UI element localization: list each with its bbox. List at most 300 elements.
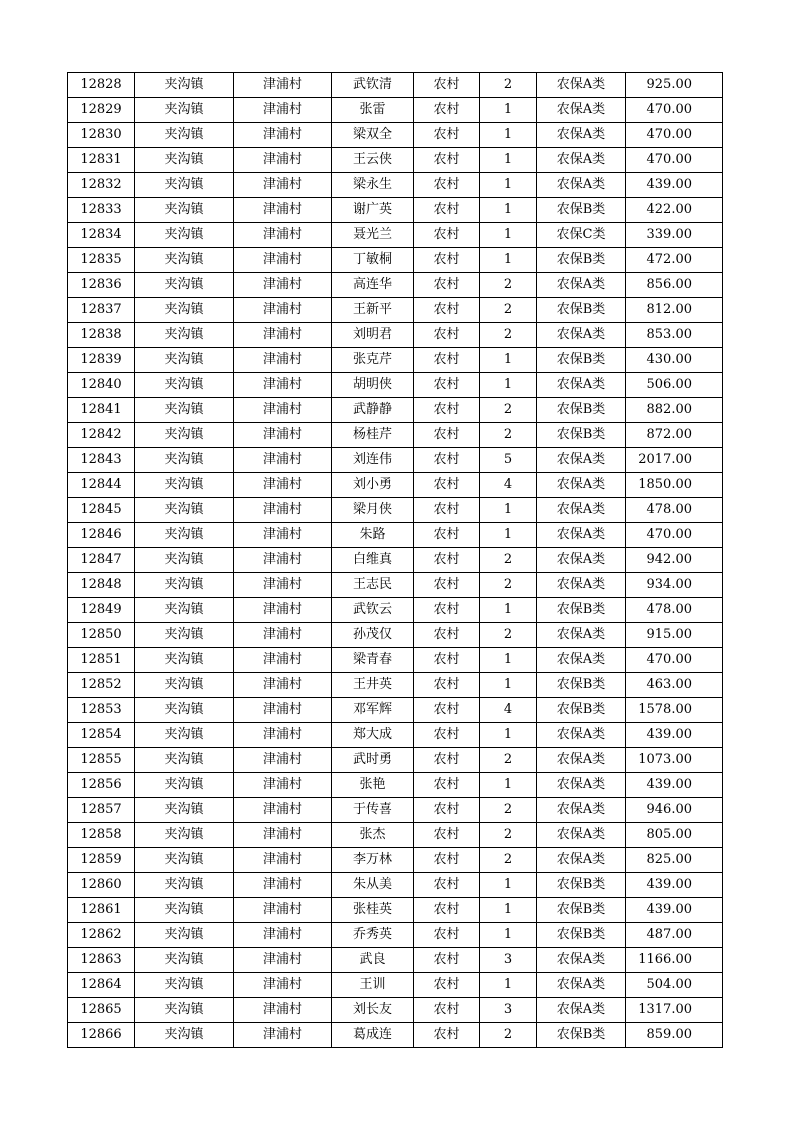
household-count-cell: 1 bbox=[480, 923, 537, 948]
table-row bbox=[68, 648, 723, 673]
serial-number-cell: 12855 bbox=[68, 748, 135, 773]
category-cell: 农村 bbox=[414, 673, 480, 698]
category-cell: 农村 bbox=[414, 698, 480, 723]
village-cell: 津浦村 bbox=[234, 448, 332, 473]
serial-number-cell: 12862 bbox=[68, 923, 135, 948]
insurance-type-cell: 农保A类 bbox=[537, 498, 626, 523]
serial-number-cell: 12831 bbox=[68, 148, 135, 173]
table-row bbox=[68, 248, 723, 273]
category-cell: 农村 bbox=[414, 273, 480, 298]
name-cell: 梁月侠 bbox=[332, 498, 414, 523]
household-count-cell: 2 bbox=[480, 423, 537, 448]
town-cell: 夹沟镇 bbox=[135, 823, 234, 848]
name-cell: 王训 bbox=[332, 973, 414, 998]
category-cell: 农村 bbox=[414, 423, 480, 448]
village-cell: 津浦村 bbox=[234, 473, 332, 498]
table-row bbox=[68, 498, 723, 523]
town-cell: 夹沟镇 bbox=[135, 648, 234, 673]
amount-cell: 470.00 bbox=[626, 648, 723, 673]
village-cell: 津浦村 bbox=[234, 873, 332, 898]
town-cell: 夹沟镇 bbox=[135, 973, 234, 998]
town-cell: 夹沟镇 bbox=[135, 548, 234, 573]
table-row bbox=[68, 198, 723, 223]
insurance-type-cell: 农保A类 bbox=[537, 848, 626, 873]
town-cell: 夹沟镇 bbox=[135, 898, 234, 923]
table-row bbox=[68, 923, 723, 948]
name-cell: 胡明侠 bbox=[332, 373, 414, 398]
town-cell: 夹沟镇 bbox=[135, 148, 234, 173]
insurance-type-cell: 农保B类 bbox=[537, 873, 626, 898]
category-cell: 农村 bbox=[414, 723, 480, 748]
name-cell: 张克芹 bbox=[332, 348, 414, 373]
amount-cell: 439.00 bbox=[626, 898, 723, 923]
category-cell: 农村 bbox=[414, 248, 480, 273]
serial-number-cell: 12851 bbox=[68, 648, 135, 673]
insurance-type-cell: 农保A类 bbox=[537, 948, 626, 973]
insurance-type-cell: 农保A类 bbox=[537, 473, 626, 498]
serial-number-cell: 12861 bbox=[68, 898, 135, 923]
town-cell: 夹沟镇 bbox=[135, 448, 234, 473]
household-count-cell: 2 bbox=[480, 573, 537, 598]
insurance-type-cell: 农保B类 bbox=[537, 198, 626, 223]
household-count-cell: 1 bbox=[480, 373, 537, 398]
household-count-cell: 2 bbox=[480, 548, 537, 573]
category-cell: 农村 bbox=[414, 998, 480, 1023]
insurance-type-cell: 农保B类 bbox=[537, 673, 626, 698]
name-cell: 刘小勇 bbox=[332, 473, 414, 498]
name-cell: 朱从美 bbox=[332, 873, 414, 898]
insurance-type-cell: 农保A类 bbox=[537, 798, 626, 823]
household-count-cell: 1 bbox=[480, 148, 537, 173]
amount-cell: 946.00 bbox=[626, 798, 723, 823]
serial-number-cell: 12865 bbox=[68, 998, 135, 1023]
category-cell: 农村 bbox=[414, 148, 480, 173]
amount-cell: 915.00 bbox=[626, 623, 723, 648]
amount-cell: 872.00 bbox=[626, 423, 723, 448]
village-cell: 津浦村 bbox=[234, 423, 332, 448]
town-cell: 夹沟镇 bbox=[135, 748, 234, 773]
household-count-cell: 2 bbox=[480, 748, 537, 773]
insurance-type-cell: 农保A类 bbox=[537, 748, 626, 773]
town-cell: 夹沟镇 bbox=[135, 173, 234, 198]
serial-number-cell: 12829 bbox=[68, 98, 135, 123]
category-cell: 农村 bbox=[414, 848, 480, 873]
village-cell: 津浦村 bbox=[234, 748, 332, 773]
serial-number-cell: 12836 bbox=[68, 273, 135, 298]
serial-number-cell: 12840 bbox=[68, 373, 135, 398]
category-cell: 农村 bbox=[414, 223, 480, 248]
village-cell: 津浦村 bbox=[234, 698, 332, 723]
village-cell: 津浦村 bbox=[234, 323, 332, 348]
category-cell: 农村 bbox=[414, 98, 480, 123]
amount-cell: 859.00 bbox=[626, 1023, 723, 1048]
village-cell: 津浦村 bbox=[234, 1023, 332, 1048]
household-count-cell: 1 bbox=[480, 898, 537, 923]
serial-number-cell: 12854 bbox=[68, 723, 135, 748]
name-cell: 朱路 bbox=[332, 523, 414, 548]
name-cell: 王新平 bbox=[332, 298, 414, 323]
village-cell: 津浦村 bbox=[234, 73, 332, 98]
serial-number-cell: 12834 bbox=[68, 223, 135, 248]
household-count-cell: 2 bbox=[480, 323, 537, 348]
amount-cell: 472.00 bbox=[626, 248, 723, 273]
table-row bbox=[68, 748, 723, 773]
household-count-cell: 1 bbox=[480, 973, 537, 998]
amount-cell: 942.00 bbox=[626, 548, 723, 573]
village-cell: 津浦村 bbox=[234, 598, 332, 623]
town-cell: 夹沟镇 bbox=[135, 123, 234, 148]
table-row bbox=[68, 423, 723, 448]
amount-cell: 487.00 bbox=[626, 923, 723, 948]
town-cell: 夹沟镇 bbox=[135, 398, 234, 423]
amount-cell: 439.00 bbox=[626, 723, 723, 748]
category-cell: 农村 bbox=[414, 898, 480, 923]
table-row bbox=[68, 323, 723, 348]
insurance-type-cell: 农保A类 bbox=[537, 623, 626, 648]
village-cell: 津浦村 bbox=[234, 773, 332, 798]
town-cell: 夹沟镇 bbox=[135, 623, 234, 648]
town-cell: 夹沟镇 bbox=[135, 323, 234, 348]
village-cell: 津浦村 bbox=[234, 548, 332, 573]
amount-cell: 506.00 bbox=[626, 373, 723, 398]
town-cell: 夹沟镇 bbox=[135, 298, 234, 323]
village-cell: 津浦村 bbox=[234, 823, 332, 848]
insurance-type-cell: 农保B类 bbox=[537, 598, 626, 623]
name-cell: 丁敏桐 bbox=[332, 248, 414, 273]
village-cell: 津浦村 bbox=[234, 923, 332, 948]
insurance-type-cell: 农保A类 bbox=[537, 998, 626, 1023]
insurance-type-cell: 农保A类 bbox=[537, 73, 626, 98]
insurance-type-cell: 农保B类 bbox=[537, 698, 626, 723]
table-row bbox=[68, 298, 723, 323]
town-cell: 夹沟镇 bbox=[135, 273, 234, 298]
village-cell: 津浦村 bbox=[234, 498, 332, 523]
household-count-cell: 4 bbox=[480, 698, 537, 723]
name-cell: 聂光兰 bbox=[332, 223, 414, 248]
village-cell: 津浦村 bbox=[234, 298, 332, 323]
table-row bbox=[68, 848, 723, 873]
town-cell: 夹沟镇 bbox=[135, 573, 234, 598]
category-cell: 农村 bbox=[414, 548, 480, 573]
table-body bbox=[68, 73, 723, 1048]
table-row bbox=[68, 973, 723, 998]
village-cell: 津浦村 bbox=[234, 648, 332, 673]
town-cell: 夹沟镇 bbox=[135, 773, 234, 798]
village-cell: 津浦村 bbox=[234, 148, 332, 173]
village-cell: 津浦村 bbox=[234, 898, 332, 923]
village-cell: 津浦村 bbox=[234, 198, 332, 223]
category-cell: 农村 bbox=[414, 923, 480, 948]
serial-number-cell: 12860 bbox=[68, 873, 135, 898]
serial-number-cell: 12863 bbox=[68, 948, 135, 973]
serial-number-cell: 12848 bbox=[68, 573, 135, 598]
village-cell: 津浦村 bbox=[234, 373, 332, 398]
name-cell: 梁青春 bbox=[332, 648, 414, 673]
town-cell: 夹沟镇 bbox=[135, 348, 234, 373]
insurance-type-cell: 农保A类 bbox=[537, 573, 626, 598]
name-cell: 武钦清 bbox=[332, 73, 414, 98]
table-row bbox=[68, 873, 723, 898]
household-count-cell: 1 bbox=[480, 223, 537, 248]
table-row bbox=[68, 898, 723, 923]
category-cell: 农村 bbox=[414, 648, 480, 673]
category-cell: 农村 bbox=[414, 623, 480, 648]
name-cell: 刘连伟 bbox=[332, 448, 414, 473]
insurance-type-cell: 农保A类 bbox=[537, 173, 626, 198]
table-row bbox=[68, 573, 723, 598]
name-cell: 王志民 bbox=[332, 573, 414, 598]
village-cell: 津浦村 bbox=[234, 223, 332, 248]
insurance-type-cell: 农保A类 bbox=[537, 648, 626, 673]
amount-cell: 1850.00 bbox=[626, 473, 723, 498]
serial-number-cell: 12857 bbox=[68, 798, 135, 823]
amount-cell: 504.00 bbox=[626, 973, 723, 998]
name-cell: 谢广英 bbox=[332, 198, 414, 223]
town-cell: 夹沟镇 bbox=[135, 673, 234, 698]
serial-number-cell: 12853 bbox=[68, 698, 135, 723]
category-cell: 农村 bbox=[414, 348, 480, 373]
amount-cell: 1166.00 bbox=[626, 948, 723, 973]
amount-cell: 339.00 bbox=[626, 223, 723, 248]
name-cell: 郑大成 bbox=[332, 723, 414, 748]
category-cell: 农村 bbox=[414, 123, 480, 148]
village-cell: 津浦村 bbox=[234, 973, 332, 998]
category-cell: 农村 bbox=[414, 573, 480, 598]
village-cell: 津浦村 bbox=[234, 998, 332, 1023]
category-cell: 农村 bbox=[414, 498, 480, 523]
insurance-type-cell: 农保A类 bbox=[537, 323, 626, 348]
town-cell: 夹沟镇 bbox=[135, 598, 234, 623]
insurance-type-cell: 农保C类 bbox=[537, 223, 626, 248]
amount-cell: 478.00 bbox=[626, 498, 723, 523]
insurance-type-cell: 农保B类 bbox=[537, 923, 626, 948]
name-cell: 张杰 bbox=[332, 823, 414, 848]
household-count-cell: 1 bbox=[480, 523, 537, 548]
insurance-type-cell: 农保B类 bbox=[537, 248, 626, 273]
serial-number-cell: 12864 bbox=[68, 973, 135, 998]
insurance-type-cell: 农保A类 bbox=[537, 98, 626, 123]
category-cell: 农村 bbox=[414, 748, 480, 773]
category-cell: 农村 bbox=[414, 598, 480, 623]
household-count-cell: 1 bbox=[480, 723, 537, 748]
town-cell: 夹沟镇 bbox=[135, 698, 234, 723]
category-cell: 农村 bbox=[414, 823, 480, 848]
table-row bbox=[68, 148, 723, 173]
serial-number-cell: 12856 bbox=[68, 773, 135, 798]
amount-cell: 1317.00 bbox=[626, 998, 723, 1023]
town-cell: 夹沟镇 bbox=[135, 1023, 234, 1048]
town-cell: 夹沟镇 bbox=[135, 798, 234, 823]
household-count-cell: 1 bbox=[480, 648, 537, 673]
table-row bbox=[68, 798, 723, 823]
town-cell: 夹沟镇 bbox=[135, 373, 234, 398]
table-row bbox=[68, 98, 723, 123]
insurance-type-cell: 农保A类 bbox=[537, 373, 626, 398]
name-cell: 葛成连 bbox=[332, 1023, 414, 1048]
table-row bbox=[68, 673, 723, 698]
name-cell: 武钦云 bbox=[332, 598, 414, 623]
serial-number-cell: 12844 bbox=[68, 473, 135, 498]
serial-number-cell: 12832 bbox=[68, 173, 135, 198]
amount-cell: 856.00 bbox=[626, 273, 723, 298]
amount-cell: 439.00 bbox=[626, 873, 723, 898]
household-count-cell: 2 bbox=[480, 273, 537, 298]
name-cell: 乔秀英 bbox=[332, 923, 414, 948]
category-cell: 农村 bbox=[414, 323, 480, 348]
insurance-type-cell: 农保A类 bbox=[537, 148, 626, 173]
serial-number-cell: 12837 bbox=[68, 298, 135, 323]
amount-cell: 805.00 bbox=[626, 823, 723, 848]
town-cell: 夹沟镇 bbox=[135, 473, 234, 498]
name-cell: 杨桂芹 bbox=[332, 423, 414, 448]
village-cell: 津浦村 bbox=[234, 948, 332, 973]
table-row bbox=[68, 698, 723, 723]
town-cell: 夹沟镇 bbox=[135, 223, 234, 248]
serial-number-cell: 12850 bbox=[68, 623, 135, 648]
insurance-type-cell: 农保B类 bbox=[537, 1023, 626, 1048]
amount-cell: 439.00 bbox=[626, 773, 723, 798]
serial-number-cell: 12849 bbox=[68, 598, 135, 623]
insurance-type-cell: 农保B类 bbox=[537, 398, 626, 423]
household-count-cell: 2 bbox=[480, 848, 537, 873]
category-cell: 农村 bbox=[414, 73, 480, 98]
category-cell: 农村 bbox=[414, 198, 480, 223]
name-cell: 孙茂仅 bbox=[332, 623, 414, 648]
category-cell: 农村 bbox=[414, 973, 480, 998]
name-cell: 武静静 bbox=[332, 398, 414, 423]
insurance-type-cell: 农保A类 bbox=[537, 448, 626, 473]
category-cell: 农村 bbox=[414, 473, 480, 498]
village-cell: 津浦村 bbox=[234, 623, 332, 648]
table-row bbox=[68, 123, 723, 148]
insurance-type-cell: 农保A类 bbox=[537, 723, 626, 748]
category-cell: 农村 bbox=[414, 773, 480, 798]
household-count-cell: 1 bbox=[480, 248, 537, 273]
town-cell: 夹沟镇 bbox=[135, 498, 234, 523]
village-cell: 津浦村 bbox=[234, 673, 332, 698]
household-count-cell: 1 bbox=[480, 123, 537, 148]
name-cell: 张艳 bbox=[332, 773, 414, 798]
table-row bbox=[68, 623, 723, 648]
serial-number-cell: 12866 bbox=[68, 1023, 135, 1048]
category-cell: 农村 bbox=[414, 448, 480, 473]
table-row bbox=[68, 398, 723, 423]
household-count-cell: 1 bbox=[480, 173, 537, 198]
table-row bbox=[68, 448, 723, 473]
serial-number-cell: 12847 bbox=[68, 548, 135, 573]
amount-cell: 470.00 bbox=[626, 148, 723, 173]
amount-cell: 470.00 bbox=[626, 123, 723, 148]
town-cell: 夹沟镇 bbox=[135, 423, 234, 448]
serial-number-cell: 12839 bbox=[68, 348, 135, 373]
amount-cell: 470.00 bbox=[626, 523, 723, 548]
name-cell: 刘长友 bbox=[332, 998, 414, 1023]
town-cell: 夹沟镇 bbox=[135, 248, 234, 273]
village-cell: 津浦村 bbox=[234, 173, 332, 198]
insurance-type-cell: 农保B类 bbox=[537, 898, 626, 923]
insurance-type-cell: 农保A类 bbox=[537, 548, 626, 573]
village-cell: 津浦村 bbox=[234, 723, 332, 748]
insurance-type-cell: 农保B类 bbox=[537, 298, 626, 323]
table-row bbox=[68, 823, 723, 848]
insurance-type-cell: 农保B类 bbox=[537, 423, 626, 448]
amount-cell: 934.00 bbox=[626, 573, 723, 598]
household-count-cell: 1 bbox=[480, 498, 537, 523]
table-row bbox=[68, 223, 723, 248]
town-cell: 夹沟镇 bbox=[135, 998, 234, 1023]
household-count-cell: 3 bbox=[480, 998, 537, 1023]
insurance-type-cell: 农保A类 bbox=[537, 973, 626, 998]
amount-cell: 1578.00 bbox=[626, 698, 723, 723]
table-row bbox=[68, 773, 723, 798]
name-cell: 张桂英 bbox=[332, 898, 414, 923]
table-row bbox=[68, 73, 723, 98]
town-cell: 夹沟镇 bbox=[135, 723, 234, 748]
insurance-type-cell: 农保A类 bbox=[537, 823, 626, 848]
household-count-cell: 2 bbox=[480, 298, 537, 323]
table-row bbox=[68, 948, 723, 973]
household-count-cell: 1 bbox=[480, 98, 537, 123]
town-cell: 夹沟镇 bbox=[135, 198, 234, 223]
village-cell: 津浦村 bbox=[234, 123, 332, 148]
town-cell: 夹沟镇 bbox=[135, 523, 234, 548]
name-cell: 邓军辉 bbox=[332, 698, 414, 723]
village-cell: 津浦村 bbox=[234, 348, 332, 373]
household-count-cell: 2 bbox=[480, 73, 537, 98]
household-count-cell: 4 bbox=[480, 473, 537, 498]
name-cell: 高连华 bbox=[332, 273, 414, 298]
serial-number-cell: 12843 bbox=[68, 448, 135, 473]
village-cell: 津浦村 bbox=[234, 248, 332, 273]
name-cell: 张雷 bbox=[332, 98, 414, 123]
household-count-cell: 1 bbox=[480, 348, 537, 373]
serial-number-cell: 12830 bbox=[68, 123, 135, 148]
amount-cell: 1073.00 bbox=[626, 748, 723, 773]
name-cell: 武时勇 bbox=[332, 748, 414, 773]
serial-number-cell: 12845 bbox=[68, 498, 135, 523]
serial-number-cell: 12828 bbox=[68, 73, 135, 98]
table-row bbox=[68, 173, 723, 198]
name-cell: 王云侠 bbox=[332, 148, 414, 173]
table-row bbox=[68, 348, 723, 373]
household-count-cell: 2 bbox=[480, 798, 537, 823]
category-cell: 农村 bbox=[414, 798, 480, 823]
village-cell: 津浦村 bbox=[234, 523, 332, 548]
category-cell: 农村 bbox=[414, 1023, 480, 1048]
town-cell: 夹沟镇 bbox=[135, 98, 234, 123]
village-cell: 津浦村 bbox=[234, 848, 332, 873]
village-cell: 津浦村 bbox=[234, 573, 332, 598]
amount-cell: 853.00 bbox=[626, 323, 723, 348]
table-row bbox=[68, 373, 723, 398]
household-count-cell: 2 bbox=[480, 1023, 537, 1048]
amount-cell: 825.00 bbox=[626, 848, 723, 873]
household-count-cell: 1 bbox=[480, 873, 537, 898]
serial-number-cell: 12833 bbox=[68, 198, 135, 223]
serial-number-cell: 12842 bbox=[68, 423, 135, 448]
amount-cell: 463.00 bbox=[626, 673, 723, 698]
amount-cell: 478.00 bbox=[626, 598, 723, 623]
name-cell: 梁永生 bbox=[332, 173, 414, 198]
category-cell: 农村 bbox=[414, 298, 480, 323]
insurance-type-cell: 农保A类 bbox=[537, 123, 626, 148]
table-row bbox=[68, 548, 723, 573]
insurance-type-cell: 农保A类 bbox=[537, 273, 626, 298]
household-count-cell: 1 bbox=[480, 773, 537, 798]
household-count-cell: 5 bbox=[480, 448, 537, 473]
table-row bbox=[68, 998, 723, 1023]
amount-cell: 925.00 bbox=[626, 73, 723, 98]
